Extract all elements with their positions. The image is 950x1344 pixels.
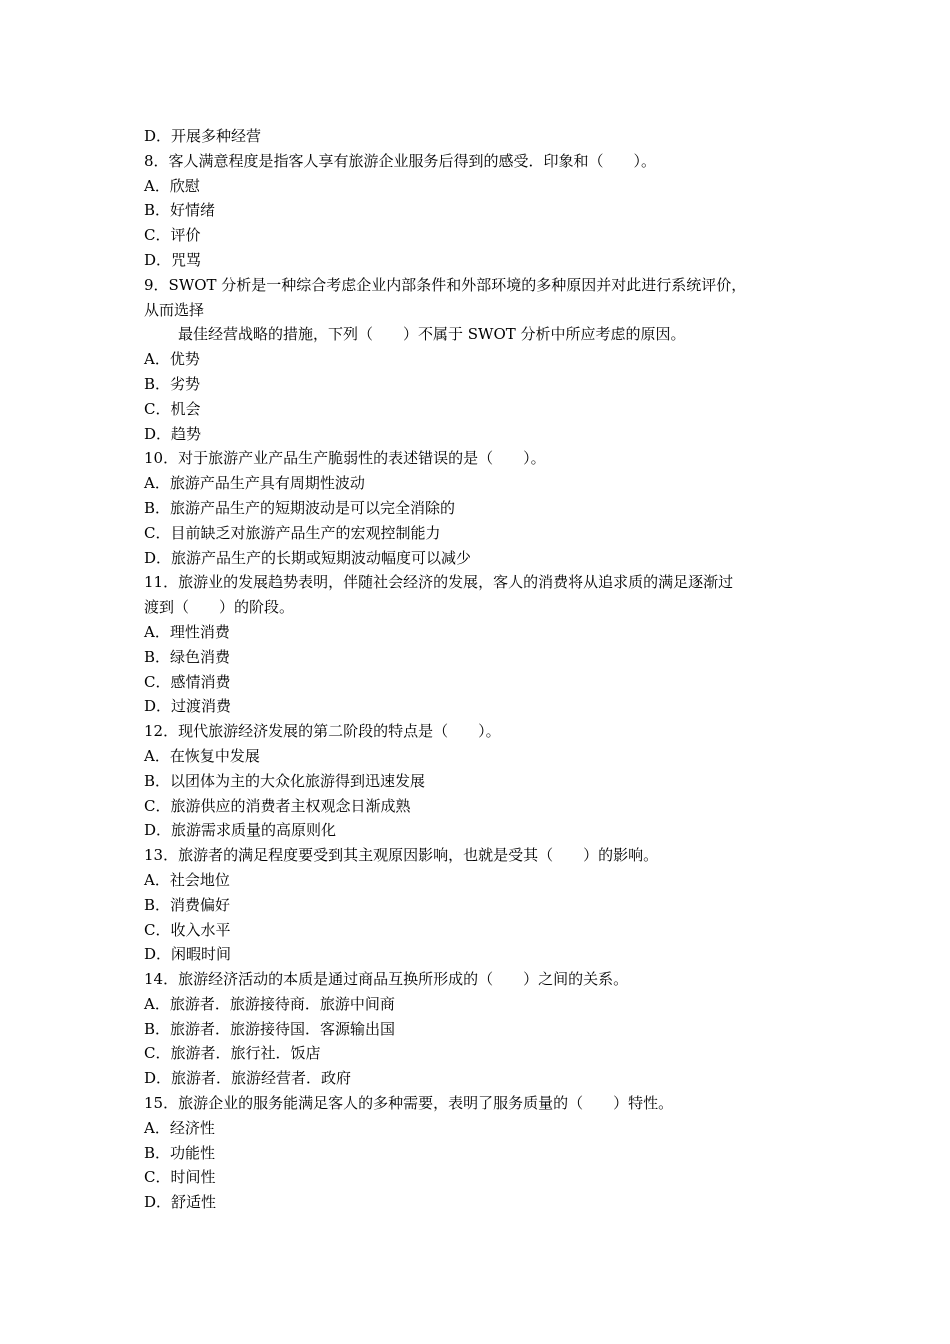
- option-line: D．舒适性: [144, 1193, 217, 1212]
- option-line: D．旅游需求质量的高原则化: [144, 821, 337, 840]
- option-line: D．闲暇时间: [144, 945, 232, 964]
- option-line: A．旅游产品生产具有周期性波动: [144, 474, 365, 493]
- option-line: D．趋势: [144, 424, 202, 443]
- option-line: C．时间性: [144, 1168, 216, 1187]
- option-line: B．旅游者．旅游接待国．客源输出国: [144, 1019, 396, 1038]
- option-line: C．目前缺乏对旅游产品生产的宏观控制能力: [144, 523, 441, 542]
- option-line: A．经济性: [144, 1118, 215, 1137]
- option-line: A．在恢复中发展: [144, 746, 260, 765]
- option-line: A．理性消费: [144, 622, 230, 641]
- option-line: D．旅游者．旅游经营者．政府: [144, 1069, 352, 1088]
- option-line: D．咒骂: [144, 250, 202, 269]
- option-line: A．旅游者．旅游接待商．旅游中间商: [144, 994, 395, 1013]
- question-9-line-1: 9．SWOT 分析是一种综合考虑企业内部条件和外部环境的多种原因并对此进行系统评价，: [144, 275, 747, 294]
- question-10: 10．对于旅游产业产品生产脆弱性的表述错误的是（ ）。: [144, 449, 546, 468]
- question-14: 14．旅游经济活动的本质是通过商品互换所形成的（ ）之间的关系。: [144, 970, 629, 989]
- option-line: C．感情消费: [144, 672, 231, 691]
- question-11-line-1: 11．旅游业的发展趋势表明，伴随社会经济的发展，客人的消费将从追求质的满足逐渐过: [144, 573, 734, 592]
- question-13: 13．旅游者的满足程度要受到其主观原因影响，也就是受其（ ）的影响。: [144, 846, 659, 865]
- option-line: B．劣势: [144, 374, 201, 393]
- document-body: [144, 124, 814, 1215]
- option-line: D．旅游产品生产的长期或短期波动幅度可以减少: [144, 548, 472, 567]
- option-line: B．旅游产品生产的短期波动是可以完全消除的: [144, 498, 456, 517]
- option-line: C．旅游者．旅行社．饭店: [144, 1044, 321, 1063]
- option-line: C．机会: [144, 399, 201, 418]
- question-9-line-2: 从而选择: [144, 300, 205, 319]
- option-line: D．过渡消费: [144, 697, 232, 716]
- option-line: A．欣慰: [144, 176, 200, 195]
- option-line: B．好情绪: [144, 201, 216, 220]
- option-line: B．消费偏好: [144, 895, 231, 914]
- question-12: 12．现代旅游经济发展的第二阶段的特点是（ ）。: [144, 722, 501, 741]
- question-15: 15．旅游企业的服务能满足客人的多种需要，表明了服务质量的（ ）特性。: [144, 1094, 674, 1113]
- question-11-line-2: 渡到（ ）的阶段。: [144, 598, 295, 617]
- question-8: 8．客人满意程度是指客人享有旅游企业服务后得到的感受．印象和（ ）。: [144, 151, 657, 170]
- option-line: B．以团体为主的大众化旅游得到迅速发展: [144, 771, 426, 790]
- option-line: C．评价: [144, 226, 201, 245]
- question-9-line-3: 最佳经营战略的措施，下列（ ）不属于 SWOT 分析中所应考虑的原因。: [178, 325, 686, 344]
- option-line: D．开展多种经营: [144, 127, 262, 145]
- option-line: A．优势: [144, 350, 200, 369]
- option-line: C．收入水平: [144, 920, 231, 939]
- option-line: B．绿色消费: [144, 647, 231, 666]
- option-line: C．旅游供应的消费者主权观念日渐成熟: [144, 796, 411, 815]
- option-line: B．功能性: [144, 1143, 216, 1162]
- option-line: A．社会地位: [144, 870, 230, 889]
